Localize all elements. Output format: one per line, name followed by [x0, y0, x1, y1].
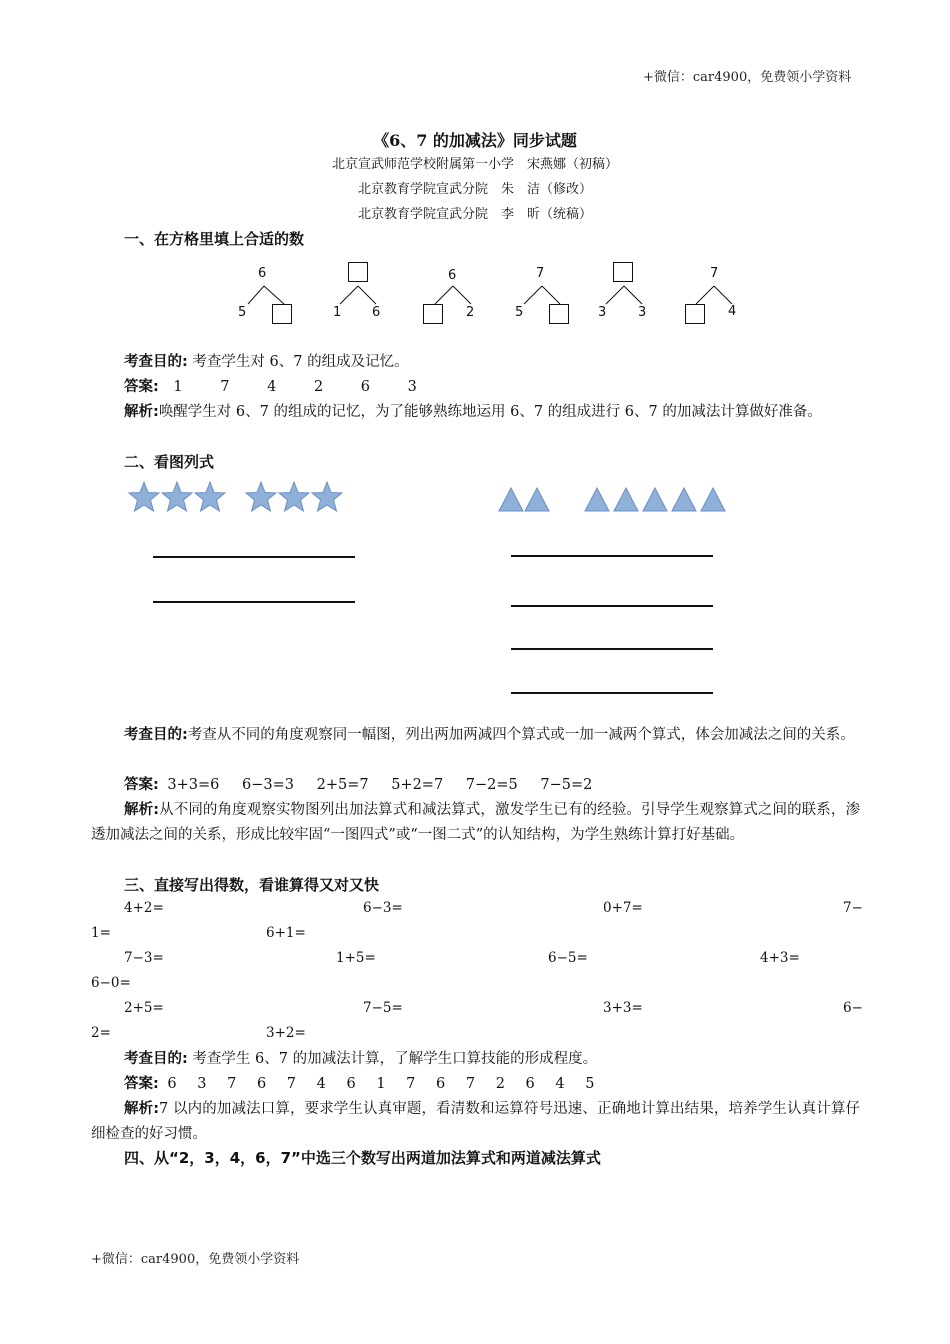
- s1-analysis-label: 解析:: [124, 404, 159, 420]
- diagram-2-branch: [330, 284, 390, 306]
- watermark-top: +微信：car4900，免费领小学资料: [643, 70, 852, 85]
- diagram-6-right: 4: [728, 304, 737, 319]
- problem: 7−3=: [124, 950, 164, 966]
- s2-analysis-label: 解析:: [124, 802, 160, 818]
- page-title: 《6、7 的加减法》同步试题: [373, 131, 577, 150]
- s2-answer-item: 7−5=2: [540, 777, 593, 793]
- s3-answer: [124, 1072, 610, 1096]
- s3-answer-item: 6: [525, 1076, 535, 1092]
- s1-answer-item: 2: [313, 379, 324, 395]
- problem: 4+2=: [124, 900, 164, 916]
- s2-analysis-text: 从不同的角度观察实物图列出加法算式和减法算式，激发学生已有的经验。引导学生观察算式之间的联系，渗透加减法之间的关系，形成比较牢固“一图四式”或“一图二式”的认知结构，为学生熟练计算打好基础。: [91, 802, 860, 843]
- star-icon: [162, 482, 192, 511]
- triangles-picture: [496, 485, 736, 515]
- triangle-icon: [585, 488, 609, 511]
- answer-line-right-4[interactable]: [511, 692, 713, 694]
- s1-answer-label: 答案:: [124, 379, 159, 395]
- s3-answer-item: 6: [256, 1076, 267, 1092]
- s2-purpose-text: 考查从不同的角度观察同一幅图，列出两加两减四个算式或一加一减两个算式，体会加减法之间的关系。: [187, 727, 855, 743]
- s3-analysis: [91, 1097, 860, 1146]
- s2-answer-item: 5+2=7: [391, 777, 444, 793]
- triangle-icon: [499, 488, 523, 511]
- credit-line-3: 北京教育学院宣武分院 李 昕（统稿）: [357, 207, 592, 222]
- problem: 6+1=: [266, 925, 306, 941]
- s3-answer-item: 7: [227, 1076, 237, 1092]
- s3-answer-item: 4: [555, 1076, 565, 1092]
- triangle-icon: [701, 488, 725, 511]
- s2-purpose-label: 考查目的:: [124, 727, 188, 743]
- diagram-5-answer-box[interactable]: [613, 262, 633, 282]
- s3-analysis-text: 7 以内的加减法口算，要求学生认真审题，看清数和运算符号迅速、正确地计算出结果，培养学生认真计算仔细检查的好习惯。: [91, 1101, 860, 1142]
- s2-answer-item: 7−2=5: [465, 777, 518, 793]
- s1-purpose: [124, 350, 409, 374]
- star-icon: [279, 482, 309, 511]
- diagram-3-answer-box[interactable]: [423, 304, 443, 324]
- s3-answer-item: 7: [406, 1076, 416, 1092]
- s3-answer-item: 5: [585, 1076, 595, 1092]
- problem: 6−3=: [363, 900, 403, 916]
- diagram-4-top: 7: [536, 266, 545, 281]
- diagram-3-top: 6: [448, 268, 457, 283]
- s3-answer-item: 6: [167, 1076, 177, 1092]
- s3-answer-item: 7: [286, 1076, 297, 1092]
- answer-line-right-3[interactable]: [511, 648, 713, 650]
- problem: 7−: [843, 900, 863, 916]
- answer-line-left-1[interactable]: [153, 556, 355, 558]
- diagram-2-answer-box[interactable]: [348, 262, 368, 282]
- problem: 6−: [843, 1000, 863, 1016]
- star-icon: [246, 482, 276, 511]
- diagram-4-answer-box[interactable]: [549, 304, 569, 324]
- triangle-icon: [525, 488, 549, 511]
- diagram-5-right: 3: [638, 305, 647, 320]
- s1-purpose-text: 考查学生对 6、7 的组成及记忆。: [192, 354, 409, 370]
- diagram-2-left: 1: [333, 305, 342, 320]
- s3-answer-label: 答案:: [124, 1076, 159, 1092]
- s2-answer-item: 6−3=3: [242, 777, 294, 793]
- diagram-6-branch: [688, 284, 748, 306]
- s1-answer-item: 3: [407, 379, 417, 395]
- s3-analysis-label: 解析:: [124, 1101, 160, 1117]
- answer-line-right-2[interactable]: [511, 605, 713, 607]
- diagram-2-right: 6: [372, 305, 381, 320]
- s1-analysis: [91, 400, 860, 425]
- triangle-icon: [643, 488, 667, 511]
- s3-answer-item: 3: [197, 1076, 207, 1092]
- answer-line-right-1[interactable]: [511, 555, 713, 557]
- problem: 0+7=: [603, 900, 643, 916]
- triangle-icon: [672, 488, 696, 511]
- s2-analysis: [91, 798, 860, 847]
- s2-purpose: [91, 723, 860, 748]
- diagram-1-left: 5: [238, 305, 247, 320]
- s2-answer: [124, 773, 610, 797]
- problem: 6−0=: [91, 975, 131, 991]
- watermark-bottom: +微信：car4900，免费领小学资料: [91, 1252, 300, 1267]
- diagram-3-branch: [425, 284, 485, 306]
- s3-purpose: [124, 1047, 597, 1071]
- diagram-6-top: 7: [710, 266, 719, 281]
- section-2-heading: 二、看图列式: [124, 453, 215, 471]
- credit-line-1: 北京宣武师范学校附属第一小学 宋燕娜（初稿）: [331, 157, 618, 172]
- s3-answer-item: 4: [316, 1076, 326, 1092]
- problem: 4+3=: [760, 950, 800, 966]
- s3-purpose-label: 考查目的:: [124, 1051, 188, 1067]
- diagram-3-right: 2: [466, 305, 475, 320]
- s2-answer-item: 2+5=7: [316, 777, 369, 793]
- diagram-5-left: 3: [598, 305, 607, 320]
- star-icon: [195, 482, 225, 511]
- s3-purpose-text: 考查学生 6、7 的加减法计算，了解学生口算技能的形成程度。: [192, 1051, 598, 1067]
- star-icon: [312, 482, 342, 511]
- s1-analysis-text: 唤醒学生对 6、7 的组成的记忆，为了能够熟练地运用 6、7 的组成进行 6、7 的加减法计算做好准备。: [158, 404, 822, 420]
- s3-answer-item: 6: [346, 1076, 356, 1092]
- answer-line-left-2[interactable]: [153, 601, 355, 603]
- section-3-heading: 三、直接写出得数，看谁算得又对又快: [124, 876, 380, 894]
- credit-line-2: 北京教育学院宣武分院 朱 洁（修改）: [357, 182, 592, 197]
- stars-picture: [126, 480, 356, 514]
- s1-answer: [124, 375, 450, 399]
- s3-answer-item: 1: [376, 1076, 386, 1092]
- problem: 2+5=: [124, 1000, 164, 1016]
- diagram-4-branch: [516, 284, 576, 306]
- diagram-6-answer-box[interactable]: [685, 304, 705, 324]
- problem: 6−5=: [548, 950, 588, 966]
- problem: 1=: [91, 925, 111, 941]
- s1-purpose-label: 考查目的:: [124, 354, 188, 370]
- s1-answer-item: 4: [267, 379, 277, 395]
- s1-answer-item: 6: [360, 379, 371, 395]
- section-4-heading: 四、从“2，3，4，6，7”中选三个数写出两道加法算式和两道减法算式: [124, 1149, 601, 1167]
- diagram-1-top: 6: [258, 266, 267, 281]
- diagram-4-left: 5: [515, 305, 524, 320]
- diagram-1-branch: [240, 284, 300, 306]
- section-1-heading: 一、在方格里填上合适的数: [124, 230, 305, 248]
- s1-answer-item: 1: [173, 379, 183, 395]
- s2-answer-label: 答案:: [124, 777, 159, 793]
- triangle-icon: [614, 488, 638, 511]
- s3-answer-item: 7: [465, 1076, 476, 1092]
- diagram-5-branch: [596, 284, 656, 306]
- problem: 3+2=: [266, 1025, 306, 1041]
- s3-answer-item: 2: [495, 1076, 505, 1092]
- problem: 3+3=: [603, 1000, 643, 1016]
- s1-answer-item: 7: [220, 379, 230, 395]
- problem: 2=: [91, 1025, 111, 1041]
- star-icon: [129, 482, 159, 511]
- diagram-1-answer-box[interactable]: [272, 304, 292, 324]
- s3-answer-item: 6: [436, 1076, 446, 1092]
- problem: 1+5=: [336, 950, 376, 966]
- problem: 7−5=: [363, 1000, 403, 1016]
- s2-answer-item: 3+3=6: [167, 777, 220, 793]
